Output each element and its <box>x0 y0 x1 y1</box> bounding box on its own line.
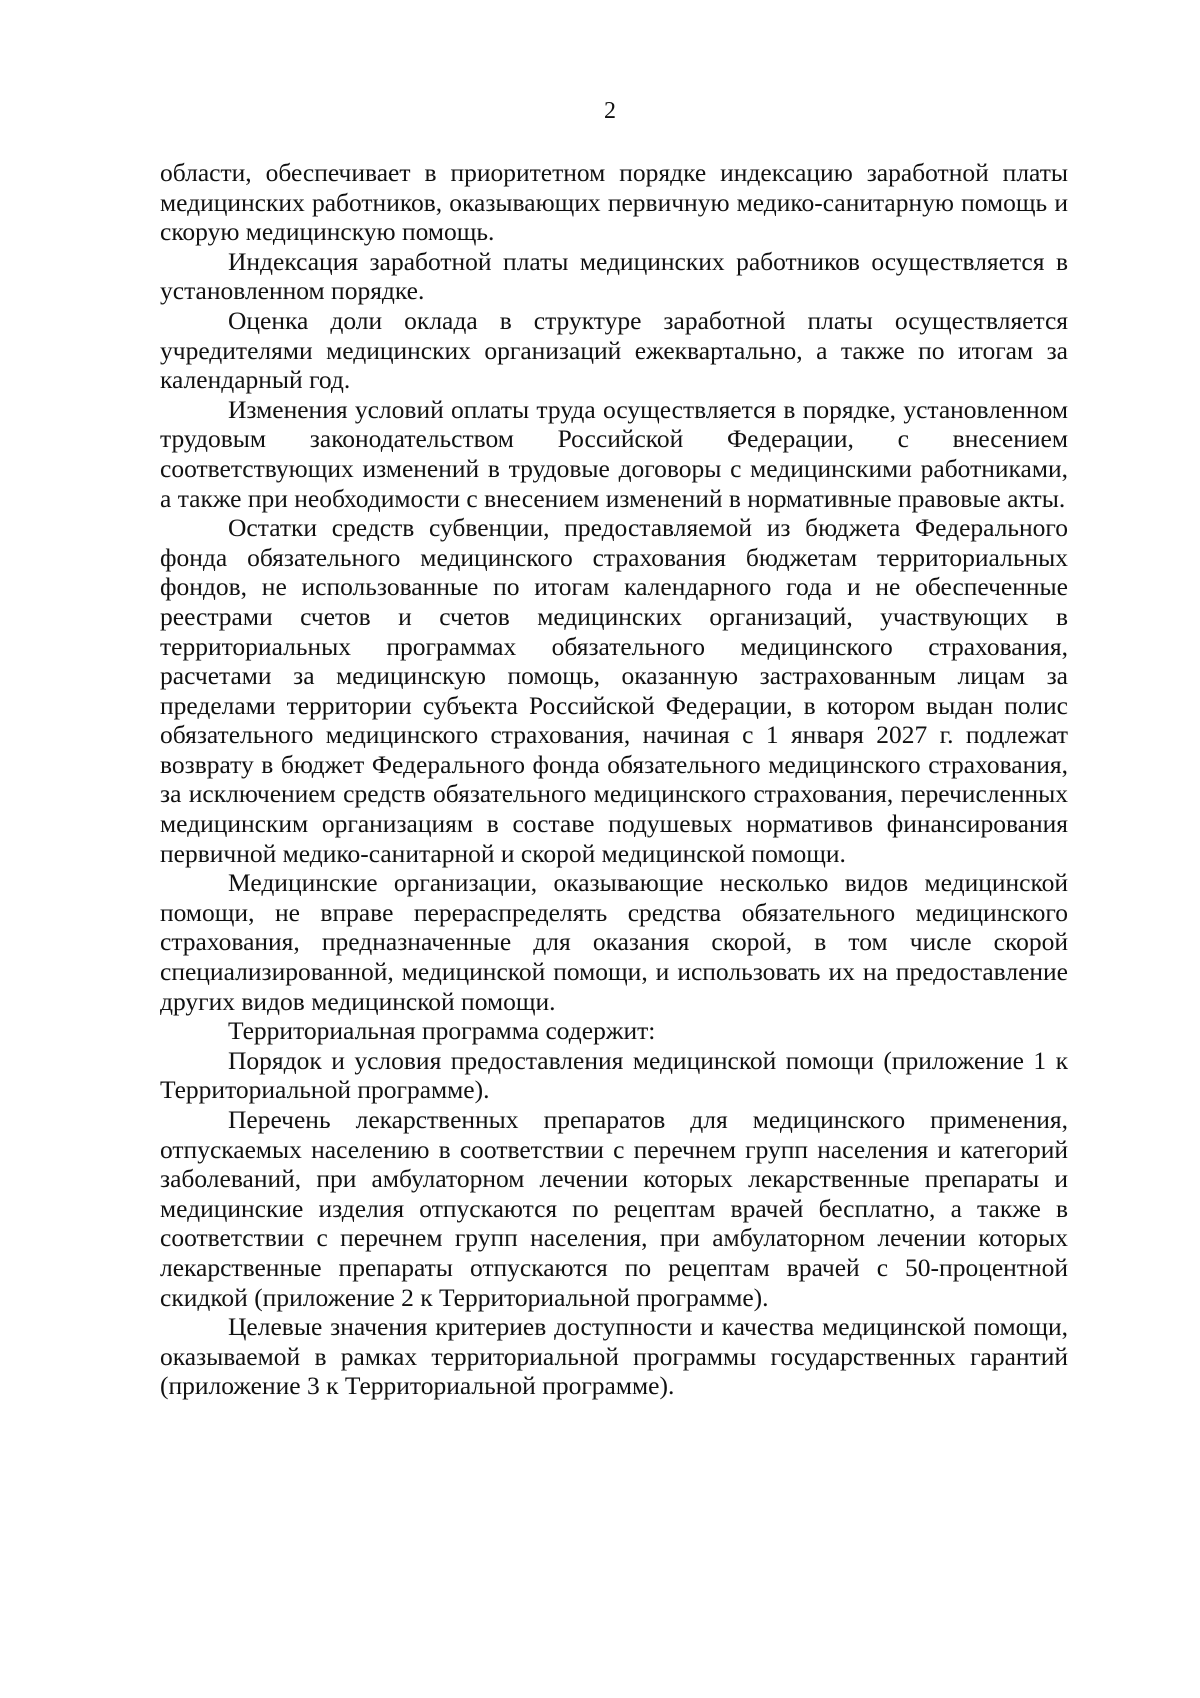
paragraph-salary-indexation: Индексация заработной платы медицинских работников осуществляется в установленном порядке. <box>160 246 1068 306</box>
paragraph-appendix-3: Целевые значения критериев доступности и качества медицинской помощи, оказываемой в рамках территориальной программы государственных гарантий (приложение 3 к Территориальной программе). <box>160 1312 1068 1401</box>
document-body <box>160 158 1068 1401</box>
paragraph-appendix-1: Порядок и условия предоставления медицинской помощи (приложение 1 к Территориальной программе). <box>160 1045 1068 1105</box>
paragraph-program-contents: Территориальная программа содержит: <box>228 1016 656 1046</box>
paragraph-subvention-balances: Остатки средств субвенции, предоставляемой из бюджета Федерального фонда обязательного медицинского страхования бюджетам территориальных фондов, не использованные по итогам календарного года и не обеспеченные реестрами счетов и счетов медицинских организаций, участвующих в территориальных программах обязательного медицинского страхования, расчетами за медицинскую помощь, оказанную застрахованным лицам за пределами территории субъекта Российской Федерации, в котором выдан полис обязательного медицинского страхования, начиная с 1 января 2027 г. подлежат возврату в бюджет Федерального фонда обязательного медицинского страхования, за исключением средств обязательного медицинского страхования, перечисленных медицинским организациям в составе подушевых нормативов финансирования первичной медико-санитарной и скорой медицинской помощи. <box>160 513 1068 868</box>
paragraph-appendix-2: Перечень лекарственных препаратов для медицинского применения, отпускаемых населению в соответствии с перечнем групп населения и категорий заболеваний, при амбулаторном лечении которых лекарственные препараты и медицинские изделия отпускаются по рецептам врачей бесплатно, а также в соответствии с перечнем групп населения, при амбулаторном лечении которых лекарственные препараты отпускаются по рецептам врачей с 50-процентной скидкой (приложение 2 к Территориальной программе). <box>160 1105 1068 1312</box>
paragraph-continuation: области, обеспечивает в приоритетном порядке индексацию заработной платы медицинских работников, оказывающих первичную медико-санитарную помощь и скорую медицинскую помощь. <box>160 158 1068 247</box>
paragraph-salary-assessment: Оценка доли оклада в структуре заработной платы осуществляется учредителями медицинских организаций ежеквартально, а также по итогам за календарный год. <box>160 305 1068 395</box>
page-number: 2 <box>604 98 616 124</box>
paragraph-medical-organizations: Медицинские организации, оказывающие несколько видов медицинской помощи, не вправе перераспределять средства обязательного медицинского страхования, предназначенные для оказания скорой, в том числе скорой специализированной, медицинской помощи, и использовать их на предоставление других видов медицинской помощи. <box>160 868 1068 1016</box>
paragraph-pay-conditions: Изменения условий оплаты труда осуществляется в порядке, установленном трудовым законодательством Российской Федерации, с внесением соответствующих изменений в трудовые договоры с медицинскими работниками, а также при необходимости с внесением изменений в нормативные правовые акты. <box>160 394 1068 513</box>
